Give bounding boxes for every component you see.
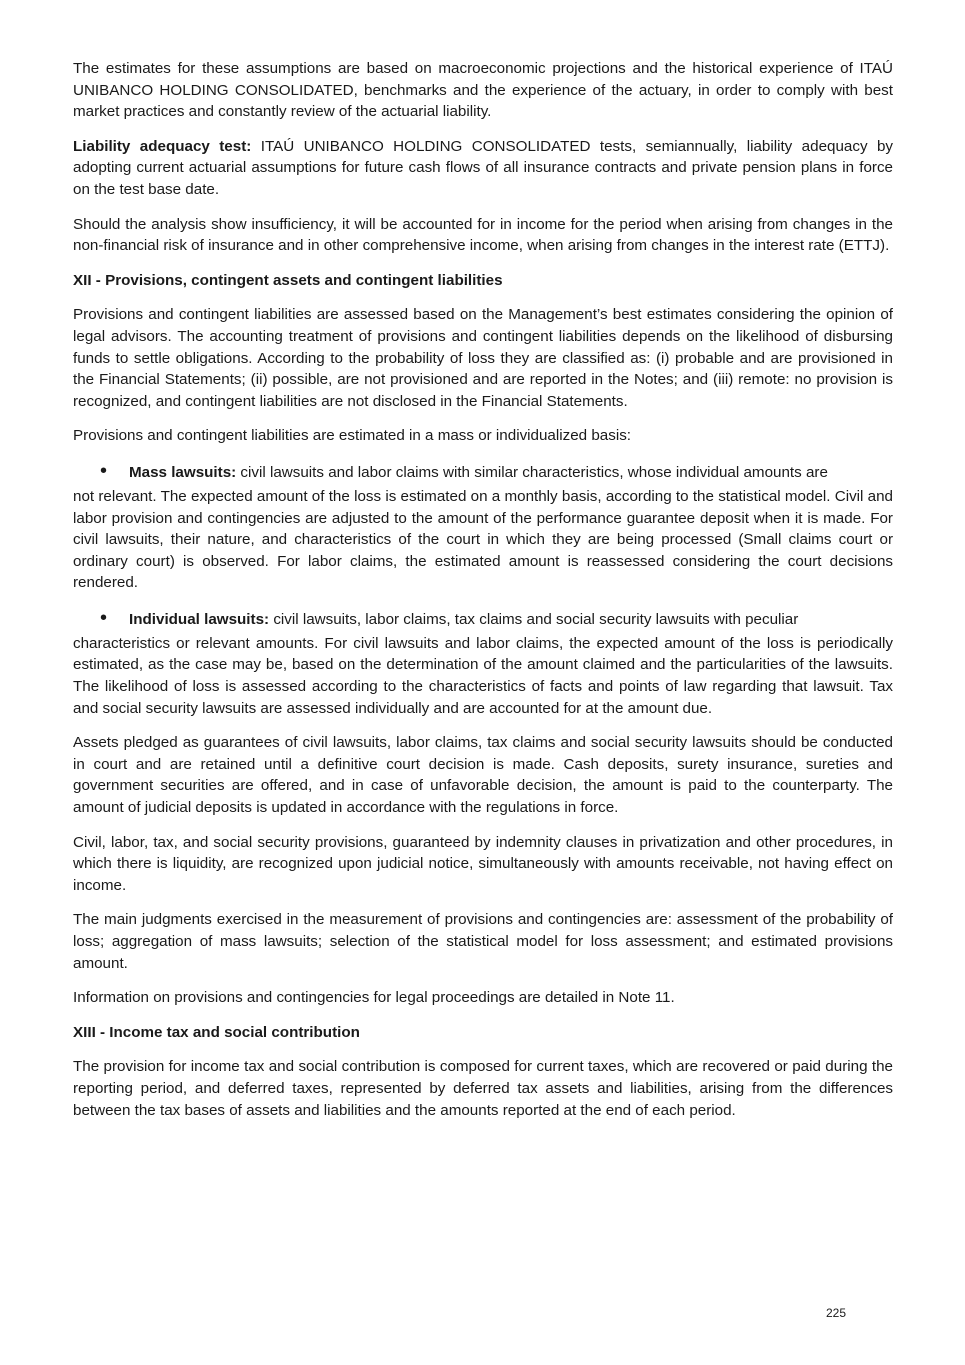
section-heading-xii: XII - Provisions, contingent assets and contingent liabilities bbox=[73, 271, 503, 289]
individual-lawsuits-label: Individual lawsuits: bbox=[129, 610, 270, 628]
document-body bbox=[73, 58, 893, 1134]
paragraph-income-tax: The provision for income tax and social contribution is composed for current taxes, which are recovered or paid during the reporting period, and deferred taxes, represented by deferred tax assets and liabilities, arising from the differences between the tax bases of assets and liabilities and the amounts reported at the end of each period. bbox=[73, 1058, 893, 1119]
mass-lawsuits-label: Mass lawsuits: bbox=[129, 463, 237, 481]
paragraph-pledged-assets: Assets pledged as guarantees of civil lawsuits, labor claims, tax claims and social security lawsuits should be conducted in court and are retained until a definitive court decision is made. Cash deposits, surety insurance, sureties and government securities are offered, and in case of unfavorable decision, the amount is paid to the counterparty. The amount of judicial deposits is updated in accordance with the regulations in force. bbox=[73, 734, 893, 817]
bullet-individual-lawsuits bbox=[73, 607, 893, 719]
bullet-dot: • bbox=[100, 606, 108, 629]
paragraph-insufficiency: Should the analysis show insufficiency, it will be accounted for in income for the period when arising from changes in the non-financial risk of insurance and in other comprehensive income, when arising from changes in the interest rate (ETTJ). bbox=[73, 215, 893, 255]
paragraph-indemnity-provisions: Civil, labor, tax, and social security provisions, guaranteed by indemnity clauses in privatization and other procedures, in which there is liquidity, are recognized upon judicial notice, simultaneously with amounts receivable, not having effect on income. bbox=[73, 833, 893, 894]
section-heading-xiii: XIII - Income tax and social contribution bbox=[73, 1023, 360, 1041]
individual-lawsuits-first-line: civil lawsuits, labor claims, tax claims and social security lawsuits with peculiar bbox=[269, 610, 799, 628]
liability-adequacy-text: ITAÚ UNIBANCO HOLDING CONSOLIDATED tests, semiannually, liability adequacy by adopting current actuarial assumptions for future cash flows of all insurance contracts and private pension plans in force on the test base date. bbox=[73, 137, 893, 198]
bullet-mass-lawsuits bbox=[73, 460, 893, 594]
mass-lawsuits-first-line: civil lawsuits and labor claims with similar characteristics, whose individual amounts are bbox=[236, 463, 828, 481]
paragraph-assumptions: The estimates for these assumptions are based on macroeconomic projections and the historical experience of ITAÚ UNIBANCO HOLDING CONSOLIDATED, benchmarks and the experience of the actuary, in order to comply with best market practices and constantly review of the actuarial liability. bbox=[73, 60, 893, 121]
liability-adequacy-label: Liability adequacy test: bbox=[73, 137, 252, 155]
paragraph-estimation-basis: Provisions and contingent liabilities are estimated in a mass or individualized basis: bbox=[73, 427, 632, 445]
page-number: 225 bbox=[826, 1306, 847, 1320]
bullet-dot: • bbox=[100, 459, 108, 482]
paragraph-main-judgments: The main judgments exercised in the measurement of provisions and contingencies are: assessment of the probability of loss; aggregation of mass lawsuits; selection of the statistical model for loss assessment; and estimated provisions amount. bbox=[73, 911, 893, 972]
paragraph-liability-adequacy bbox=[73, 136, 893, 201]
mass-lawsuits-text: not relevant. The expected amount of the loss is estimated on a monthly basis, according to the statistical model. Civil and labor provision and contingencies are adjusted to the amount of the performance guarantee deposit when it is made. For civil lawsuits, their nature, and characteristics of the court in which they are being processed (Small claims court or ordinary court) is observed. For labor claims, the estimated amount is reassessed considering the court decisions rendered. bbox=[73, 487, 893, 592]
paragraph-provisions-assessment: Provisions and contingent liabilities are assessed based on the Management’s best estimates considering the opinion of legal advisors. The accounting treatment of provisions and contingent liabilities depends on the likelihood of disbursing funds to settle obligations. According to the probability of loss they are classified as: (i) probable and are provisioned in the Financial Statements; (ii) possible, are not provisioned and are reported in the Notes; and (iii) remote: no provision is recognized, and contingent liabilities are not disclosed in the Financial Statements. bbox=[73, 306, 893, 410]
individual-lawsuits-text: characteristics or relevant amounts. For civil lawsuits and labor claims, the expected amount of the loss is periodically estimated, as the case may be, based on the determination of the amount claimed and the particularities of the lawsuits. The likelihood of loss is assessed according to the characteristics of facts and points of law regarding that lawsuit. Tax and social security lawsuits are assessed individually and are accounted for at the amount due. bbox=[73, 634, 893, 717]
paragraph-note-reference: Information on provisions and contingencies for legal proceedings are detailed in Note 11. bbox=[73, 989, 675, 1007]
